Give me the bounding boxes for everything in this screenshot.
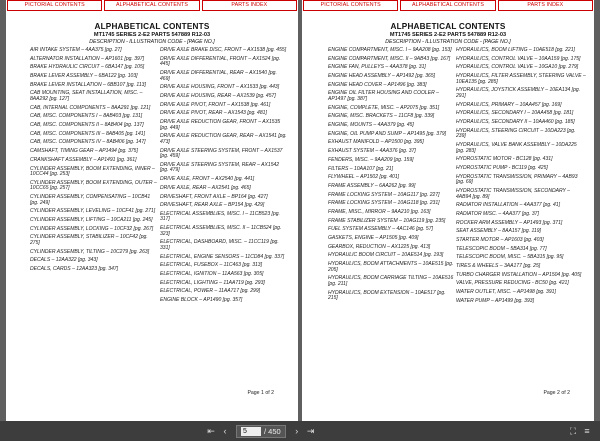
contents-entry[interactable]: CAB, MISC. COMPONENTS I – 8AB403 [pg. 131] [30,113,143,120]
contents-entry[interactable]: DRIVE AXLE, FRONT – AX2540 [pg. 441] [160,176,255,183]
contents-entry[interactable]: HYDRAULICS, BOOM ATTACHMENTS – 10AE515 [pg. 205] [328,261,454,273]
contents-entry[interactable]: ENGINE, MISC. BRACKETS – 11CF8 [pg. 339] [328,113,435,120]
alphabetical-contents-button[interactable]: ALPHABETICAL CONTENTS [104,0,199,11]
contents-entry[interactable]: DRIVE AXLE REDUCTION GEAR, FRONT – AX1535 [pg. 449] [160,119,281,131]
contents-entry[interactable]: HYDRAULICS, CONTROL VALVE – 10AA159 [pg. 175] [456,55,581,62]
parts-index-button[interactable]: PARTS INDEX [498,0,593,11]
contents-entry[interactable]: GEARBOX, REDUCTION – AX1225 [pg. 413] [328,243,431,250]
contents-column-right [160,48,288,307]
contents-entry[interactable]: FUEL SYSTEM ASSEMBLY – 4AC146 [pg. 57] [328,226,433,233]
last-page-icon[interactable]: ⇥ [306,426,315,436]
contents-entry[interactable]: CYLINDER ASSEMBLY, LOCKING – 10CF32 [pg. 267] [30,225,154,232]
contents-entry[interactable]: ENGINE HEAD ASSEMBLY – AP1492 [pg. 365] [328,73,436,80]
page-nav-bar [302,0,594,11]
viewer-toolbar [0,421,600,441]
contents-entry[interactable]: TELESCOPIC BOOM – 5BA314 [pg. 77] [456,245,547,252]
contents-entry[interactable]: FRAME LOCKING SYSTEM – 10AG117 [pg. 227] [328,191,440,198]
contents-entry[interactable]: DECALS – 12AA322 [pg. 343] [30,257,98,264]
contents-column-left [328,48,456,305]
contents-entry[interactable]: DRIVE AXLE PIVOT, REAR – AX1543 [pg. 481] [160,110,267,117]
contents-entry[interactable]: RADIATOR INSTALLATION – 4AA377 [pg. 41] [456,202,560,209]
contents-entry[interactable]: EXHAUST SYSTEM – 4AA376 [pg. 37] [328,148,416,155]
contents-entry[interactable]: ELECTRICAL, IGNITION – 11AA563 [pg. 305] [160,271,264,278]
contents-entry[interactable]: CYLINDER ASSEMBLY, STABILIZER – 10CF42 [pg. 275] [30,234,148,247]
page-number-input[interactable] [241,427,261,436]
contents-entry[interactable]: BRAKE LEVER ASSEMBLY – 6BA122 [pg. 103] [30,73,138,80]
contents-entry[interactable]: CAMSHAFT, TIMING GEAR – AP1494 [pg. 375] [30,148,138,155]
contents-entry[interactable]: ELECTRICAL, ENGINE SENSORS – 11CD84 [pg. 337] [160,253,285,260]
contents-entry[interactable]: DRIVE AXLE HOUSING, REAR – AX1539 [pg. 457] [160,92,276,99]
contents-entry[interactable]: ELECTRICAL, POWER – 11AA717 [pg. 299] [160,288,261,295]
contents-entry[interactable]: ELECTRICAL, DASHBOARD, MISC. – 11CC119 [pg. 331] [160,239,279,252]
page-1 [6,0,298,421]
page-footer: Page 1 of 2 [247,390,274,396]
contents-entry[interactable]: HYDRAULICS, BOOM LIFTING – 10AE518 [pg. 221] [456,47,575,53]
contents-entry[interactable]: HYDRAULICS, FILTER ASSEMBLY, STEERING VALVE – 10EA135 [pg. 285] [456,73,586,85]
contents-entry[interactable]: ENGINE COMPARTMENT, MISC. I – 9AA208 [pg. 153] [328,47,452,53]
page-number-box [236,425,286,438]
view-controls [566,425,594,438]
contents-entry[interactable]: ROCKER ARM ASSEMBLY – AP1493 [pg. 371] [456,219,563,226]
contents-entry[interactable]: FRAME ASSEMBLY – 6AA262 [pg. 99] [328,182,416,189]
page-total-label: / 450 [264,427,281,436]
contents-entry[interactable]: FILTERS – 10AA107 [pg. 21] [328,165,393,172]
page-subtitle: MT1745 SERIES 2-E2 PARTS 547889 R12-03 [93,32,211,38]
pictorial-contents-button[interactable]: PICTORIAL CONTENTS [303,0,398,11]
contents-entry[interactable]: DRIVE AXLE BRAKE DISC, FRONT – AX1538 [pg. 455] [160,47,287,53]
contents-entry[interactable]: STARTER MOTOR – AP1603 [pg. 403] [456,236,544,243]
contents-entry[interactable]: ELECTRICAL, FUSEBOX – 11C463 [pg. 313] [160,262,263,269]
page-footer: Page 2 of 2 [543,390,570,396]
contents-entry[interactable]: RADIATOR MISC. – 4AA377 [pg. 37] [456,210,539,217]
contents-entry[interactable]: CYLINDER ASSEMBLY, LEVELING – 10CF41 [pg. 271] [30,208,156,215]
contents-entry[interactable]: FLYWHEEL – AP1502 [pg. 401] [328,174,400,181]
contents-entry[interactable]: HYDRAULICS, CONTROL VALVE – 10GA10 [pg. 279] [456,64,579,71]
page-2 [302,0,594,421]
contents-entry[interactable]: ENGINE, OIL PUMP AND SUMP – AP1495 [pg. 379] [328,130,447,137]
contents-entry[interactable]: ELECTRICAL ASSEMBLIES, MISC. I – 11CB523 [pg. 317] [160,210,280,223]
contents-entry[interactable]: SEAT ASSEMBLY – 8AA157 [pg. 119] [456,228,541,235]
contents-entry[interactable]: DRIVE AXLE STEERING SYSTEM, FRONT – AX1537 [pg. 459] [160,147,283,160]
contents-entry[interactable]: VALVE, PRESSURE REDUCING - BC50 [pg. 421] [456,280,569,287]
contents-entry[interactable]: CYLINDER ASSEMBLY, COMPENSATING – 10CB41 [pg. 249] [30,194,151,206]
first-page-icon[interactable]: ⇤ [207,426,215,436]
contents-entry[interactable]: WATER OUTLET, MISC. – AP1498 [pg. 391] [456,289,556,296]
contents-entry[interactable]: DECALS, CARDS – 12AA323 [pg. 347] [30,266,119,273]
contents-entry[interactable]: CAB, MISC. COMPONENTS II – 8AB404 [pg. 137] [30,122,144,129]
contents-entry[interactable]: HYDRAULICS, JOYSTICK ASSEMBLY – 10EA134 [pg. 291] [456,87,581,99]
contents-column-right [456,48,586,307]
contents-entry[interactable]: HYDROSTATIC PUMP - BC119 [pg. 425] [456,164,548,171]
next-page-icon[interactable]: › [295,426,299,436]
contents-entry[interactable]: DRIVESHAFT, FRONT AXLE – BP164 [pg. 427] [160,193,268,200]
contents-entry[interactable]: EXHAUST MANIFOLD – AP1500 [pg. 395] [328,139,424,146]
contents-entry[interactable]: CAB MOUNTING, SEAT INSTALLATION, MISC. – 8AA292 [pg. 127] [30,90,143,103]
contents-column-left [30,48,158,276]
contents-entry[interactable]: TIRES & WHEELS – 3AA177 [pg. 25] [456,263,541,269]
parts-index-button[interactable]: PARTS INDEX [202,0,297,11]
contents-entry[interactable]: CYLINDER ASSEMBLY, LIFTING – 10CA211 [pg. 245] [30,217,153,224]
contents-entry[interactable]: CYLINDER ASSEMBLY, TILTING – 10C279 [pg. 263] [30,248,150,255]
contents-entry[interactable]: CRANKSHAFT ASSEMBLY – AP1491 [pg. 361] [30,156,137,163]
contents-entry[interactable]: DRIVESHAFT, REAR AXLE – BP154 [pg. 429] [160,202,265,209]
contents-entry[interactable]: CYLINDER ASSEMBLY, BOOM EXTENDING, OUTER – 10CC65 [pg. 257] [30,179,157,192]
contents-entry[interactable]: HYDRAULICS, BOOM EXTENSION – 10AE517 [pg. 215] [328,289,446,302]
contents-entry[interactable]: ENGINE BLOCK – AP1490 [pg. 357] [160,297,243,304]
contents-entry[interactable]: BRAKE HYDRAULIC CIRCUIT – 6BA147 [pg. 105] [30,64,145,71]
contents-entry[interactable]: HYDROSTATIC TRANSMISSION, PRIMARY – 4AB93 [pg. 69] [456,173,578,186]
contents-entry[interactable]: ENGINE HEAD COVER – AP1496 [pg. 383] [328,81,427,88]
contents-entry[interactable]: HYDRAULIC BOOM CIRCUIT – 10AE514 [pg. 193] [328,252,444,259]
contents-entry[interactable]: FRAME, MISC., MIRROR – 9AA210 [pg. 163] [328,208,431,215]
contents-entry[interactable]: HYDRAULICS, PRIMARY – 10AA457 [pg. 169] [456,101,562,108]
contents-entry[interactable]: DRIVE AXLE HOUSING, FRONT – AX1533 [pg. 443] [160,84,280,91]
contents-entry[interactable]: GASKETS, ENGINE – AP1505 [pg. 409] [328,235,419,242]
contents-entry[interactable]: ELECTRICAL, LIGHTING – 11AA719 [pg. 293] [160,279,265,286]
contents-entry[interactable]: CAB, INTERNAL COMPONENTS – 8AA291 [pg. 121] [30,104,151,111]
page-title: ALPHABETICAL CONTENTS [94,22,210,31]
contents-entry[interactable]: HYDROSTATIC TRANSMISSION, SECONDARY – 4AB94 [pg. 89] [456,187,570,200]
contents-entry[interactable]: ENGINE COMPARTMENT, MISC. II – 9AB43 [pg. 167] [328,55,451,62]
pictorial-contents-button[interactable]: PICTORIAL CONTENTS [7,0,102,11]
page-subtitle: MT1745 SERIES 2-E2 PARTS 547889 R12-03 [389,32,507,38]
contents-entry[interactable]: FRAME STABILIZER SYSTEM – 10AG119 [pg. 235] [328,217,446,224]
contents-entry[interactable]: DRIVE AXLE DIFFERENTIAL, REAR – AX1540 [pg. 469] [160,69,277,82]
contents-entry[interactable]: HYDROSTATIC MOTOR - BC128 [pg. 431] [456,156,553,163]
contents-entry[interactable]: DRIVE AXLE PIVOT, FRONT – AX1538 [pg. 461] [160,101,271,108]
contents-entry[interactable]: ALTERNATOR INSTALLATION – AP1601 [pg. 397] [30,55,145,62]
page-title: ALPHABETICAL CONTENTS [390,22,506,31]
contents-entry[interactable]: HYDRAULICS, SECONDARY II – 10AA460 [pg. 185] [456,119,575,125]
page-nav-bar [6,0,298,11]
contents-entry[interactable]: ENGINE, MOUNTS – 4AA379 [pg. 45] [328,122,414,129]
contents-entry[interactable]: CYLINDER ASSEMBLY, BOOM EXTENDING, INNER – 10CC44 [pg. 253] [30,165,155,178]
prev-page-icon[interactable]: ‹ [223,426,227,436]
contents-entry[interactable]: DRIVE AXLE STEERING SYSTEM, REAR – AX1542 [pg. 479] [160,161,280,174]
contents-entry[interactable]: CAB, MISC. COMPONENTS IV – 8AB406 [pg. 147] [30,139,146,146]
contents-entry[interactable]: ENGINE, COMPLETE, MISC. – AP2075 [pg. 351] [328,104,440,111]
contents-entry[interactable]: HYDRAULICS, VALVE BANK ASSEMBLY – 10DA225 [pg. 283] [456,141,577,154]
contents-entry[interactable]: HYDRAULICS, STEERING CIRCUIT – 10DA223 [pg. 239] [456,127,576,140]
contents-entry[interactable]: HYDRAULICS, BOOM CARRIAGE TILTING – 10AE516 [pg. 211] [328,275,454,287]
page-description: DESCRIPTION - ILLUSTRATION CODE - [PAGE NO.] [385,39,511,45]
contents-entry[interactable]: FRAME LOCKING SYSTEM – 10AG118 [pg. 231] [328,200,440,207]
contents-entry[interactable]: ENGINE FAN, PULLEYS – 4AA378 [pg. 31] [328,64,426,71]
contents-entry[interactable]: CAB, MISC. COMPONENTS III – 8AB405 [pg. 141] [30,130,145,137]
page-description: DESCRIPTION - ILLUSTRATION CODE - [PAGE NO.] [89,39,215,45]
page-navigation [204,425,318,438]
contents-entry[interactable]: HYDRAULICS, SECONDARY I – 10AA458 [pg. 181] [456,110,574,117]
contents-entry[interactable]: TELESCOPIC BOOM, MISC. – 5BA315 [pg. 95] [456,254,564,261]
contents-entry[interactable]: DRIVE AXLE, REAR – AX2541 [pg. 465] [160,184,251,191]
fullscreen-icon[interactable]: ⛶ [569,426,577,436]
contents-entry[interactable]: FENDERS, MISC. – 9AA209 [pg. 159] [328,156,414,163]
contents-entry[interactable]: WATER PUMP – AP1499 [pg. 393] [456,297,534,304]
contents-entry[interactable]: ELECTRICAL ASSEMBLIES, MISC. II – 11CB524 [pg. 323] [160,225,282,237]
contents-entry[interactable]: TURBO CHARGER INSTALLATION – AP1504 [pg. 405] [456,271,582,278]
alphabetical-contents-button[interactable]: ALPHABETICAL CONTENTS [400,0,495,11]
contents-entry[interactable]: ENGINE OIL FILTER HOUSING AND COOLER – AP1497 [pg. 387] [328,90,439,103]
menu-icon[interactable]: ≡ [584,426,590,436]
contents-entry[interactable]: AIR INTAKE SYSTEM – 4AA375 [pg. 27] [30,47,122,53]
contents-entry[interactable]: DRIVE AXLE REDUCTION GEAR, REAR – AX1541 [pg. 473] [160,133,287,145]
contents-entry[interactable]: DRIVE AXLE DIFFERENTIAL, FRONT – AX1524 [pg. 445] [160,55,281,68]
contents-entry[interactable]: BRAKE LEVER INSTALLATION – 6BB107 [pg. 113] [30,81,146,88]
